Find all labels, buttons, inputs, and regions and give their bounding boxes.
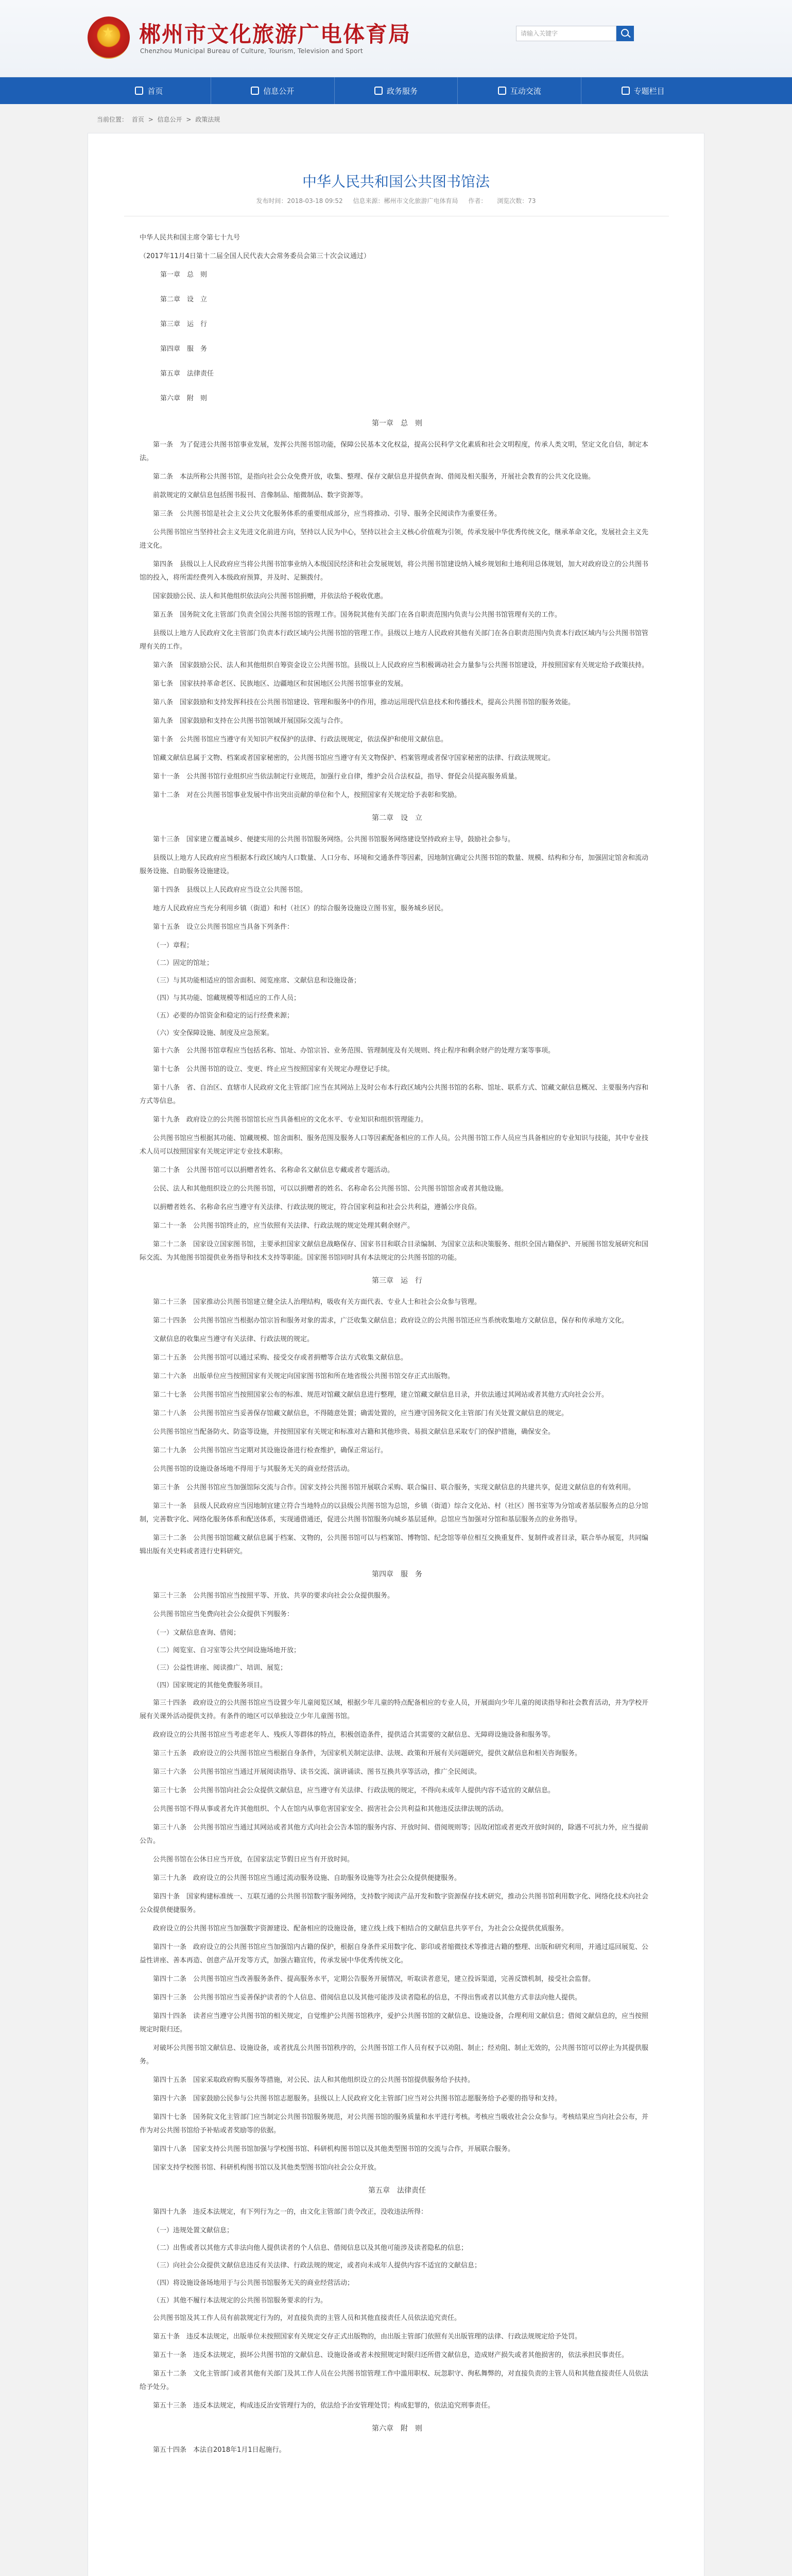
article-paragraph: 第三十四条 政府设立的公共图书馆应当设置少年儿童阅览区域，根据少年儿童的特点配备相应的专业人员，开展面向少年儿童的阅读指导和社会教育活动，并为学校开展有关课外活动提供支持。有条件的地区可以单独设立少年儿童图书馆。 [140, 1699, 649, 1720]
nav-interaction[interactable] [458, 77, 581, 104]
toc-item: 第五章 法律责任 [160, 370, 214, 378]
intro-line: （2017年11月4日第十二届全国人民代表大会常务委员会第三十次会议通过） [140, 252, 370, 260]
article-paragraph: 公共图书馆应当根据其功能、馆藏规模、馆舍面积、服务范围及服务人口等因素配备相应的工作人员。公共图书馆工作人员应当具备相应的专业知识与技能，其中专业技术人员可以按照国家有关规定评定专业技术职称。 [140, 1134, 649, 1156]
article-paragraph: 文献信息的收集应当遵守有关法律、行政法规的规定。 [153, 1335, 314, 1343]
article-paragraph: 第十八条 省、自治区、直辖市人民政府文化主管部门应当在其网站上及时公布本行政区域内公共图书馆的名称、馆址、联系方式、馆藏文献信息概况、主要服务内容和方式等信息。 [140, 1084, 649, 1105]
author: 作者： [468, 197, 487, 205]
nav-home[interactable] [88, 77, 211, 104]
clause-item: （二）出售或者以其他方式非法向他人提供读者的个人信息、借阅信息以及其他可能涉及读者隐私的信息； [153, 2244, 468, 2252]
article-paragraph: 公共图书馆不得从事或者允许其他组织、个人在馆内从事危害国家安全、损害社会公共利益和其他违反法律法规的活动。 [153, 1805, 508, 1813]
chapter-title: 第三章 运 行 [372, 1277, 422, 1285]
article-paragraph: 公共图书馆及其工作人员有前款规定行为的，对直接负责的主管人员和其他直接责任人员依法追究责任。 [153, 2314, 461, 2322]
article-paragraph: 第十七条 公共图书馆的设立、变更、终止应当按照国家有关规定办理登记手续。 [153, 1065, 394, 1073]
search-input[interactable]: 请输入关键字 [516, 26, 616, 41]
article-title: 中华人民共和国公共图书馆法 [302, 173, 490, 190]
main-nav [0, 77, 792, 104]
article-paragraph: 第三条 公共图书馆是社会主义公共文化服务体系的重要组成部分，应当将推动、引导、服务全民阅读作为重要任务。 [153, 510, 502, 518]
article-paragraph: 第四十七条 国务院文化主管部门应当制定公共图书馆服务规范，对公共图书馆的服务质量和水平进行考核。考核应当吸收社会公众参与。考核结果应当向社会公布，并作为对公共图书馆给予补贴或者奖励等的依据。 [140, 2113, 649, 2134]
article-paragraph: 公共图书馆应当坚持社会主义先进文化前进方向，坚持以人民为中心，坚持以社会主义核心价值观为引领，传承发展中华优秀传统文化，继承革命文化，发展社会主义先进文化。 [140, 529, 649, 550]
article-paragraph: 第六条 国家鼓励公民、法人和其他组织自筹资金设立公共图书馆。县级以上人民政府应当积极调动社会力量参与公共图书馆建设，并按照国家有关规定给予政策扶持。 [153, 662, 649, 669]
clause-item: （二）固定的馆址； [153, 959, 214, 967]
article-paragraph: 第十九条 政府设立的公共图书馆馆长应当具备相应的文化水平、专业知识和组织管理能力。 [153, 1116, 428, 1124]
article-paragraph: 第四十九条 违反本法规定，有下列行为之一的，由文化主管部门责令改正，没收违法所得： [153, 2208, 428, 2216]
article-paragraph: 第四十六条 国家鼓励公民参与公共图书馆志愿服务。县级以上人民政府文化主管部门应当对公共图书馆志愿服务给予必要的指导和支持。 [153, 2095, 562, 2103]
article-paragraph: 前款规定的文献信息包括图书报刊、音像制品、缩微制品、数字资源等。 [153, 492, 368, 499]
breadcrumb-info[interactable]: 信息公开 [157, 116, 182, 123]
site-header [0, 0, 792, 77]
article-paragraph: 第四十二条 公共图书馆应当改善服务条件、提高服务水平，定期公告服务开展情况，听取读者意见，建立投诉渠道，完善反馈机制，接受社会监督。 [153, 1975, 595, 1983]
clause-item: （三）公益性讲座、阅读推广、培训、展览； [153, 1664, 287, 1672]
search-icon[interactable] [616, 26, 634, 41]
article-paragraph: 馆藏文献信息属于文物、档案或者国家秘密的，公共图书馆应当遵守有关文物保护、档案管理或者保守国家秘密的法律、行政法规规定。 [153, 754, 555, 762]
article-paragraph: 国家支持学校图书馆、科研机构图书馆以及其他类型图书馆向社会公众开放。 [153, 2164, 381, 2172]
article-paragraph: 政府设立的公共图书馆应当考虑老年人、残疾人等群体的特点，积极创造条件，提供适合其需要的文献信息、无障碍设施设备和服务等。 [153, 1731, 555, 1739]
clause-item: （五）必要的办馆资金和稳定的运行经费来源； [153, 1012, 294, 1020]
nav-info-public[interactable] [211, 77, 335, 104]
article-paragraph: 第四十五条 国家采取政府购买服务等措施，对公民、法人和其他组织设立的公共图书馆提供服务给予扶持。 [153, 2076, 475, 2084]
article-paragraph: 第二十六条 出版单位应当按照国家有关规定向国家图书馆和所在地省级公共图书馆交存正式出版物。 [153, 1372, 455, 1380]
article-paragraph: 第四十四条 读者应当遵守公共图书馆的相关规定，自觉维护公共图书馆秩序，爱护公共图书馆的文献信息、设施设备，合理利用文献信息；借阅文献信息的，应当按照规定时限归还。 [140, 2012, 649, 2033]
clause-item: （一）违规处置文献信息； [153, 2227, 234, 2234]
clause-item: （四）将设施设备场地用于与公共图书馆服务无关的商业经营活动； [153, 2279, 354, 2287]
nav-label: 政务服务 [386, 86, 418, 96]
breadcrumb-home[interactable]: 首页 [131, 116, 144, 123]
article-paragraph: 第四十三条 公共图书馆应当妥善保护读者的个人信息、借阅信息以及其他可能涉及读者隐私的信息，不得出售或者以其他方式非法向他人提供。 [153, 1994, 582, 2002]
article-paragraph: 公共图书馆的设施设备场地不得用于与其服务无关的商业经营活动。 [153, 1465, 354, 1473]
article-paragraph: 第四条 县级以上人民政府应当将公共图书馆事业纳入本级国民经济和社会发展规划，将公共图书馆建设纳入城乡规划和土地利用总体规划，加大对政府设立的公共图书馆的投入，将所需经费列入本级政府预算，并及时、足额拨付。 [140, 561, 649, 582]
article-paragraph: 以捐赠者姓名、名称命名应当遵守有关法律、行政法规的规定，符合国家利益和社会公共利益，遵循公序良俗。 [153, 1204, 481, 1211]
breadcrumb-prefix: 当前位置： [97, 116, 128, 123]
article-paragraph: 公共图书馆在公休日应当开放，在国家法定节假日应当有开放时间。 [153, 1856, 354, 1863]
article-paragraph: 第十六条 公共图书馆章程应当包括名称、馆址、办馆宗旨、业务范围、管理制度及有关规则、终止程序和剩余财产的处理方案等事项。 [153, 1047, 555, 1055]
article-paragraph: 第三十二条 公共图书馆馆藏文献信息属于档案、文物的，公共图书馆可以与档案馆、博物馆、纪念馆等单位相互交换重复件、复制件或者目录，联合举办展览，共同编辑出版有关史料或者进行史料研究。 [140, 1534, 649, 1555]
article-paragraph: 第三十三条 公共图书馆应当按照平等、开放、共享的要求向社会公众提供服务。 [153, 1592, 394, 1600]
clause-item: （二）阅览室、自习室等公共空间设施场地开放； [153, 1647, 301, 1654]
site-title: 郴州市文化旅游广电体育局 [139, 22, 411, 47]
chapter-title: 第一章 总 则 [372, 419, 422, 428]
home-icon [135, 87, 143, 95]
article-paragraph: 第二十二条 国家设立国家图书馆，主要承担国家文献信息战略保存、国家书目和联合目录编制、为国家立法和决策服务、组织全国古籍保护、开展图书馆发展研究和国际交流、为其他图书馆提供业务指导和技术支持等职能。国家图书馆同时具有本法规定的公共图书馆的功能。 [140, 1241, 649, 1262]
article-paragraph: 第四十八条 国家支持公共图书馆加强与学校图书馆、科研机构图书馆以及其他类型图书馆的交流与合作，开展联合服务。 [153, 2145, 515, 2153]
nav-gov-service[interactable] [335, 77, 458, 104]
article-paragraph: 第二十七条 公共图书馆应当按照国家公布的标准、规范对馆藏文献信息进行整理，建立馆藏文献信息目录，并依法通过其网站或者其他方式向社会公开。 [153, 1391, 609, 1399]
chat-icon [498, 87, 506, 95]
article-paragraph: 第二十五条 公共图书馆可以通过采购、接受交存或者捐赠等合法方式收集文献信息。 [153, 1354, 408, 1362]
article-body [140, 231, 655, 2462]
article-paragraph: 第四十一条 政府设立的公共图书馆应当加强馆内古籍的保护，根据自身条件采用数字化、影印或者缩微技术等推进古籍的整理、出版和研究利用，并通过巡回展览、公益性讲座、善本再造、创意产品开发等方式，加强古籍宣传，传承发展中华优秀传统文化。 [140, 1943, 649, 1964]
article-paragraph: 第九条 国家鼓励和支持在公共图书馆领域开展国际交流与合作。 [153, 717, 348, 725]
article-meta [88, 196, 704, 205]
clause-item: （一）章程； [153, 942, 194, 950]
chapter-title: 第六章 附 则 [372, 2425, 422, 2433]
chapter-title: 第四章 服 务 [372, 1570, 422, 1579]
toc-item: 第二章 设 立 [160, 296, 208, 303]
article-paragraph: 第二十条 公共图书馆可以以捐赠者姓名、名称命名文献信息专藏或者专题活动。 [153, 1166, 394, 1174]
article-paragraph: 第三十五条 政府设立的公共图书馆应当根据自身条件，为国家机关制定法律、法规、政策和开展有关问题研究，提供文献信息和相关咨询服务。 [153, 1750, 582, 1757]
intro-line: 中华人民共和国主席令第七十九号 [140, 234, 240, 242]
article-paragraph: 第三十条 公共图书馆应当加强馆际交流与合作。国家支持公共图书馆开展联合采购、联合编目、联合服务，实现文献信息的共建共享，促进文献信息的有效利用。 [153, 1484, 635, 1492]
service-icon [374, 87, 383, 95]
chapter-title: 第五章 法律责任 [368, 2187, 426, 2195]
toc-item: 第四章 服 务 [160, 345, 208, 353]
clause-item: （一）文献信息查询、借阅； [153, 1629, 240, 1637]
article-paragraph: 第十二条 对在公共图书馆事业发展中作出突出贡献的单位和个人，按照国家有关规定给予表彰和奖励。 [153, 791, 461, 799]
article-panel [88, 133, 704, 2576]
article-paragraph: 第五十三条 违反本法规定，构成违反治安管理行为的，依法给予治安管理处罚；构成犯罪的，依法追究刑事责任。 [153, 2402, 495, 2410]
article-paragraph: 第五十二条 文化主管部门或者其他有关部门及其工作人员在公共图书馆管理工作中滥用职权、玩忽职守、徇私舞弊的，对直接负责的主管人员和其他直接责任人员依法给予处分。 [140, 2370, 649, 2391]
article-paragraph: 第三十七条 公共图书馆向社会公众提供文献信息，应当遵守有关法律、行政法规的规定，不得向未成年人提供内容不适宜的文献信息。 [153, 1787, 555, 1794]
article-paragraph: 第十三条 国家建立覆盖城乡、便捷实用的公共图书馆服务网络。公共图书馆服务网络建设坚持政府主导，鼓励社会参与。 [153, 836, 515, 843]
article-paragraph: 第一条 为了促进公共图书馆事业发展，发挥公共图书馆功能，保障公民基本文化权益，提高公民科学文化素质和社会文明程度，传承人类文明，坚定文化自信，制定本法。 [140, 441, 649, 462]
article-paragraph: 地方人民政府应当充分利用乡镇（街道）和村（社区）的综合服务设施设立图书室，服务城乡居民。 [153, 905, 448, 912]
article-paragraph: 公共图书馆应当配备防火、防盗等设施，并按照国家有关规定和标准对古籍和其他珍贵、易损文献信息采取专门的保护措施，确保安全。 [153, 1428, 555, 1436]
article-paragraph: 第二十四条 公共图书馆应当根据办馆宗旨和服务对象的需求，广泛收集文献信息；政府设立的公共图书馆还应当系统收集地方文献信息，保存和传承地方文化。 [153, 1317, 629, 1325]
article-paragraph: 公共图书馆应当免费向社会公众提供下列服务： [153, 1611, 294, 1618]
article-paragraph: 第十一条 公共图书馆行业组织应当依法制定行业规范，加强行业自律，维护会员合法权益，指导、督促会员提高服务质量。 [153, 773, 522, 781]
toc-item: 第一章 总 则 [160, 271, 208, 279]
national-emblem-icon: ★ [88, 16, 130, 59]
toc-item: 第六章 附 则 [160, 395, 208, 402]
article-paragraph: 第三十九条 政府设立的公共图书馆应当通过流动服务设施、自助服务设施等为社会公众提供便捷服务。 [153, 1874, 461, 1882]
clause-item: （四）与其功能、馆藏规模等相适应的工作人员； [153, 994, 301, 1002]
article-paragraph: 第五十一条 违反本法规定，损坏公共图书馆的文献信息、设施设备或者未按照规定时限归还所借文献信息，造成财产损失或者其他损害的，依法承担民事责任。 [153, 2351, 629, 2359]
article-paragraph: 第二十一条 公共图书馆终止的，应当依照有关法律、行政法规的规定处理其剩余财产。 [153, 1222, 415, 1230]
article-paragraph: 第八条 国家鼓励和支持发挥科技在公共图书馆建设、管理和服务中的作用，推动运用现代信息技术和传播技术，提高公共图书馆的服务效能。 [153, 699, 575, 706]
article-paragraph: 第四十条 国家构建标准统一、互联互通的公共图书馆数字服务网络，支持数字阅读产品开发和数字资源保存技术研究，推动公共图书馆利用数字化、网络化技术向社会公众提供便捷服务。 [140, 1893, 649, 1914]
article-paragraph: 国家鼓励公民、法人和其他组织依法向公共图书馆捐赠，并依法给予税收优惠。 [153, 592, 388, 600]
clause-item: （四）国家规定的其他免费服务项目。 [153, 1682, 267, 1689]
info-source: 信息来源：郴州市文化旅游广电体育局 [353, 197, 458, 205]
toc-item: 第三章 运 行 [160, 320, 208, 328]
article-paragraph: 第十四条 县级以上人民政府应当设立公共图书馆。 [153, 886, 307, 894]
article-paragraph: 政府设立的公共图书馆应当加强数字资源建设、配备相应的设施设备，建立线上线下相结合的文献信息共享平台，为社会公众提供优质服务。 [153, 1925, 569, 1933]
view-count: 浏览次数：73 [497, 197, 536, 205]
site-logo[interactable] [88, 13, 417, 63]
article-paragraph: 第五十四条 本法自2018年1月1日起施行。 [153, 2446, 286, 2454]
article-paragraph: 第五条 国务院文化主管部门负责全国公共图书馆的管理工作。国务院其他有关部门在各自职责范围内负责与公共图书馆管理有关的工作。 [153, 611, 562, 619]
article-paragraph: 第二十九条 公共图书馆应当定期对其设施设备进行检查维护，确保正常运行。 [153, 1447, 388, 1454]
article-paragraph: 第十五条 设立公共图书馆应当具备下列条件： [153, 923, 294, 931]
article-paragraph: 对破坏公共图书馆文献信息、设施设备，或者扰乱公共图书馆秩序的，公共图书馆工作人员有权予以劝阻、制止；经劝阻、制止无效的，公共图书馆可以停止为其提供服务。 [140, 2044, 649, 2065]
article-paragraph: 第十条 公共图书馆应当遵守有关知识产权保护的法律、行政法规规定，依法保护和使用文献信息。 [153, 736, 448, 743]
breadcrumb-current[interactable]: 政策法规 [195, 116, 220, 123]
article-paragraph: 第二十八条 公共图书馆应当妥善保存馆藏文献信息，不得随意处置；确需处置的，应当遵守国务院文化主管部门有关处置文献信息的规定。 [153, 1410, 569, 1417]
article-paragraph: 第二条 本法所称公共图书馆，是指向社会公众免费开放，收集、整理、保存文献信息并提供查询、借阅及相关服务，开展社会教育的公共文化设施。 [153, 473, 595, 481]
chapter-title: 第二章 设 立 [372, 814, 422, 822]
document-icon [251, 87, 259, 95]
clause-item: （六）安全保障设施、制度及应急预案。 [153, 1029, 274, 1037]
nav-label: 信息公开 [263, 86, 295, 96]
article-paragraph: 第五十条 违反本法规定，出版单位未按照国家有关规定交存正式出版物的，由出版主管部门依照有关出版管理的法律、行政法规规定给予处罚。 [153, 2333, 582, 2341]
clause-item: （三）与其功能相适应的馆舍面积、阅览座席、文献信息和设施设备； [153, 977, 361, 985]
nav-label: 专题栏目 [633, 86, 665, 96]
nav-label: 首页 [147, 86, 163, 96]
breadcrumb-sep: > [148, 116, 153, 123]
article-paragraph: 第三十六条 公共图书馆应当通过开展阅读指导、读书交流、演讲诵读、图书互换共享等活动，推广全民阅读。 [153, 1768, 481, 1776]
article-paragraph: 第三十八条 公共图书馆应当通过其网站或者其他方式向社会公告本馆的服务内容、开放时间、借阅规则等；因故闭馆或者更改开放时间的，除遇不可抗力外，应当提前公告。 [140, 1824, 649, 1845]
clause-item: （三）向社会公众提供文献信息违反有关法律、行政法规的规定，或者向未成年人提供内容不适宜的文献信息； [153, 2262, 481, 2269]
folder-icon [622, 87, 630, 95]
breadcrumb [88, 111, 704, 128]
article-paragraph: 县级以上地方人民政府文化主管部门负责本行政区域内公共图书馆的管理工作。县级以上地方人民政府其他有关部门在各自职责范围内负责本行政区域内与公共图书馆管理有关的工作。 [140, 630, 649, 651]
article-paragraph: 公民、法人和其他组织设立的公共图书馆，可以以捐赠者的姓名、名称命名公共图书馆、公共图书馆馆舍或者其他设施。 [153, 1185, 508, 1193]
publish-date: 发布时间：2018-03-18 09:52 [256, 197, 343, 205]
clause-item: （五）其他不履行本法规定的公共图书馆服务要求的行为。 [153, 2297, 328, 2304]
article-paragraph: 第二十三条 国家推动公共图书馆建立健全法人治理结构，吸收有关方面代表、专业人士和社会公众参与管理。 [153, 1298, 481, 1306]
breadcrumb-sep: > [186, 116, 192, 123]
nav-label: 互动交流 [510, 86, 541, 96]
site-subtitle: Chenzhou Municipal Bureau of Culture, Tourism, Television and Sport [140, 47, 363, 55]
article-paragraph: 县级以上地方人民政府应当根据本行政区域内人口数量、人口分布、环境和交通条件等因素，因地制宜确定公共图书馆的数量、规模、结构和分布，加强固定馆舍和流动服务设施、自助服务设施建设。 [140, 854, 649, 875]
nav-topics[interactable] [581, 77, 704, 104]
article-paragraph: 第三十一条 县级人民政府应当因地制宜建立符合当地特点的以县级公共图书馆为总馆，乡镇（街道）综合文化站、村（社区）图书室等为分馆或者基层服务点的总分馆制，完善数字化、网络化服务体系和配送体系，实现通借通还，促进公共图书馆服务向城乡基层延伸。总馆应当加强对分馆和基层服务点的业务指导。 [140, 1502, 649, 1523]
article-paragraph: 第七条 国家扶持革命老区、民族地区、边疆地区和贫困地区公共图书馆事业的发展。 [153, 680, 408, 688]
